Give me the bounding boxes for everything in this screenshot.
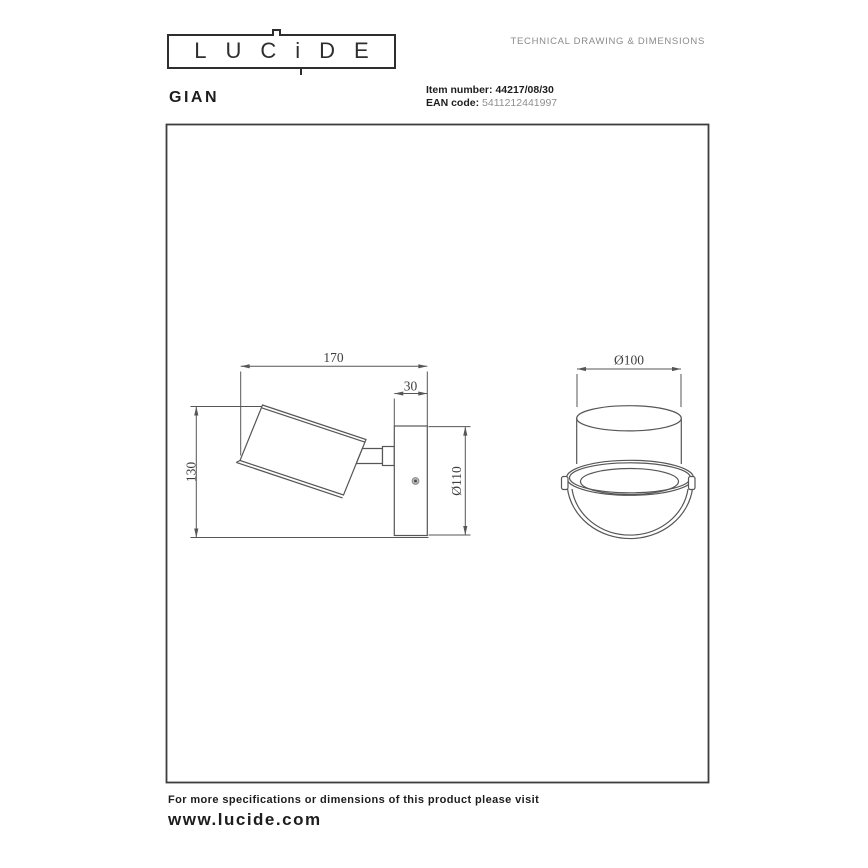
footer-note: For more specifications or dimensions of this product please visit [168,794,540,806]
front-view [562,353,696,539]
product-name: GIAN [169,89,219,106]
dim-label-100: Ø100 [614,352,644,368]
dim-label-30: 30 [403,378,418,394]
ean-code-value: 5411212441997 [482,97,558,109]
website-link[interactable]: www.lucide.com [168,810,322,829]
side-view [184,350,471,538]
pivot-arm [356,447,394,466]
dimension-30 [394,392,427,426]
item-number-label: Item number: [426,84,493,96]
ean-code-label: EAN code: [426,97,480,109]
dim-label-170: 170 [323,350,344,365]
logo-text: LUCiDE [194,37,388,63]
dimension-100 [577,367,681,407]
wall-plate [394,426,427,536]
cylinder-body [577,406,682,464]
dim-label-130: 130 [183,461,199,483]
document-title: TECHNICAL DRAWING & DIMENSIONS [510,36,705,47]
dim-label-110: Ø110 [449,466,464,496]
front-rim [567,460,694,495]
item-number-value: 44217/08/30 [495,84,554,96]
spot-head [236,405,366,498]
